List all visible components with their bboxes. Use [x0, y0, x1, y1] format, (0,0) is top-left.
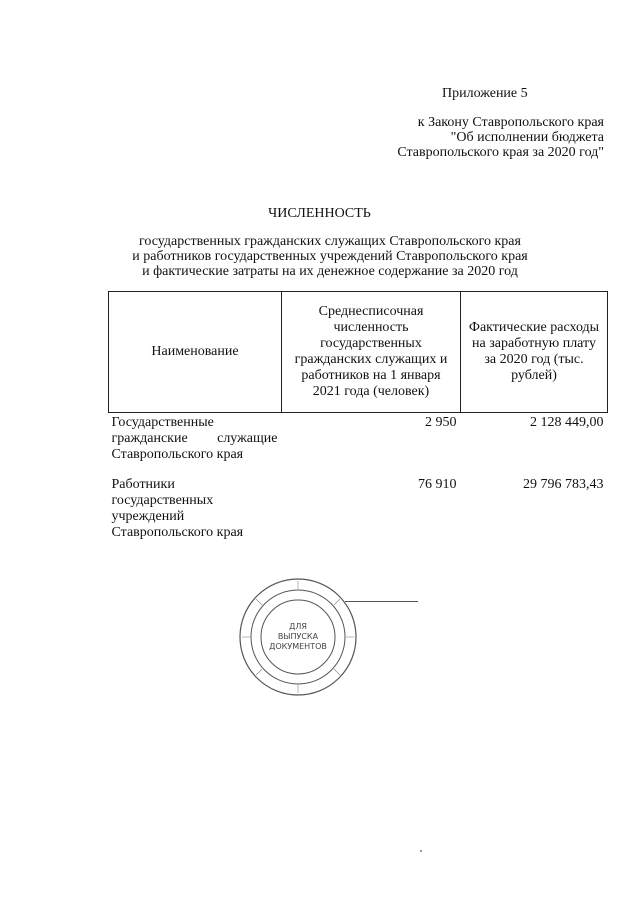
- law-line: Ставропольского края за 2020 год": [397, 145, 604, 160]
- law-reference: [330, 115, 604, 160]
- document-title: ЧИСЛЕННОСТЬ: [268, 206, 371, 221]
- scan-speck: [420, 850, 422, 852]
- office-stamp: [238, 577, 358, 697]
- header-name: Наименование: [109, 292, 282, 413]
- header-headcount: Среднесписочная численность государственных гражданских служащих и работников на 1 января 2021 года (человек): [282, 292, 461, 413]
- stamp-line: ДОКУМЕНТОВ: [269, 642, 327, 651]
- law-line: к Закону Ставропольского края: [417, 115, 604, 130]
- subtitle-line: государственных гражданских служащих Ставропольского края: [139, 234, 521, 249]
- staff-table: [108, 291, 608, 541]
- table-header-row: [109, 292, 608, 413]
- row-name: Государственные гражданские служащие Ставропольского края: [111, 415, 278, 462]
- row-expenses: 2 128 449,00: [530, 415, 604, 430]
- row-name: Работники государственных учреждений Ставропольского края: [111, 477, 244, 540]
- row-count: 2 950: [425, 415, 457, 430]
- stamp-center-text: [238, 577, 358, 697]
- subtitle-line: и фактические затраты на их денежное содержание за 2020 год: [142, 264, 518, 279]
- table-row: [109, 475, 608, 541]
- law-line: "Об исполнении бюджета: [450, 130, 604, 145]
- stamp-line: ВЫПУСКА: [277, 632, 319, 641]
- annex-title: Приложение 5: [442, 86, 528, 101]
- table-row: [109, 413, 608, 476]
- subtitle-line: и работников государственных учреждений Ставропольского края: [132, 249, 528, 264]
- stamp-line: ДЛЯ: [289, 622, 307, 631]
- header-expenses: Фактические расходы на заработную плату за 2020 год (тыс. рублей): [461, 292, 608, 413]
- document-subtitle: [60, 234, 600, 279]
- row-expenses: 29 796 783,43: [523, 477, 604, 492]
- row-count: 76 910: [418, 477, 457, 492]
